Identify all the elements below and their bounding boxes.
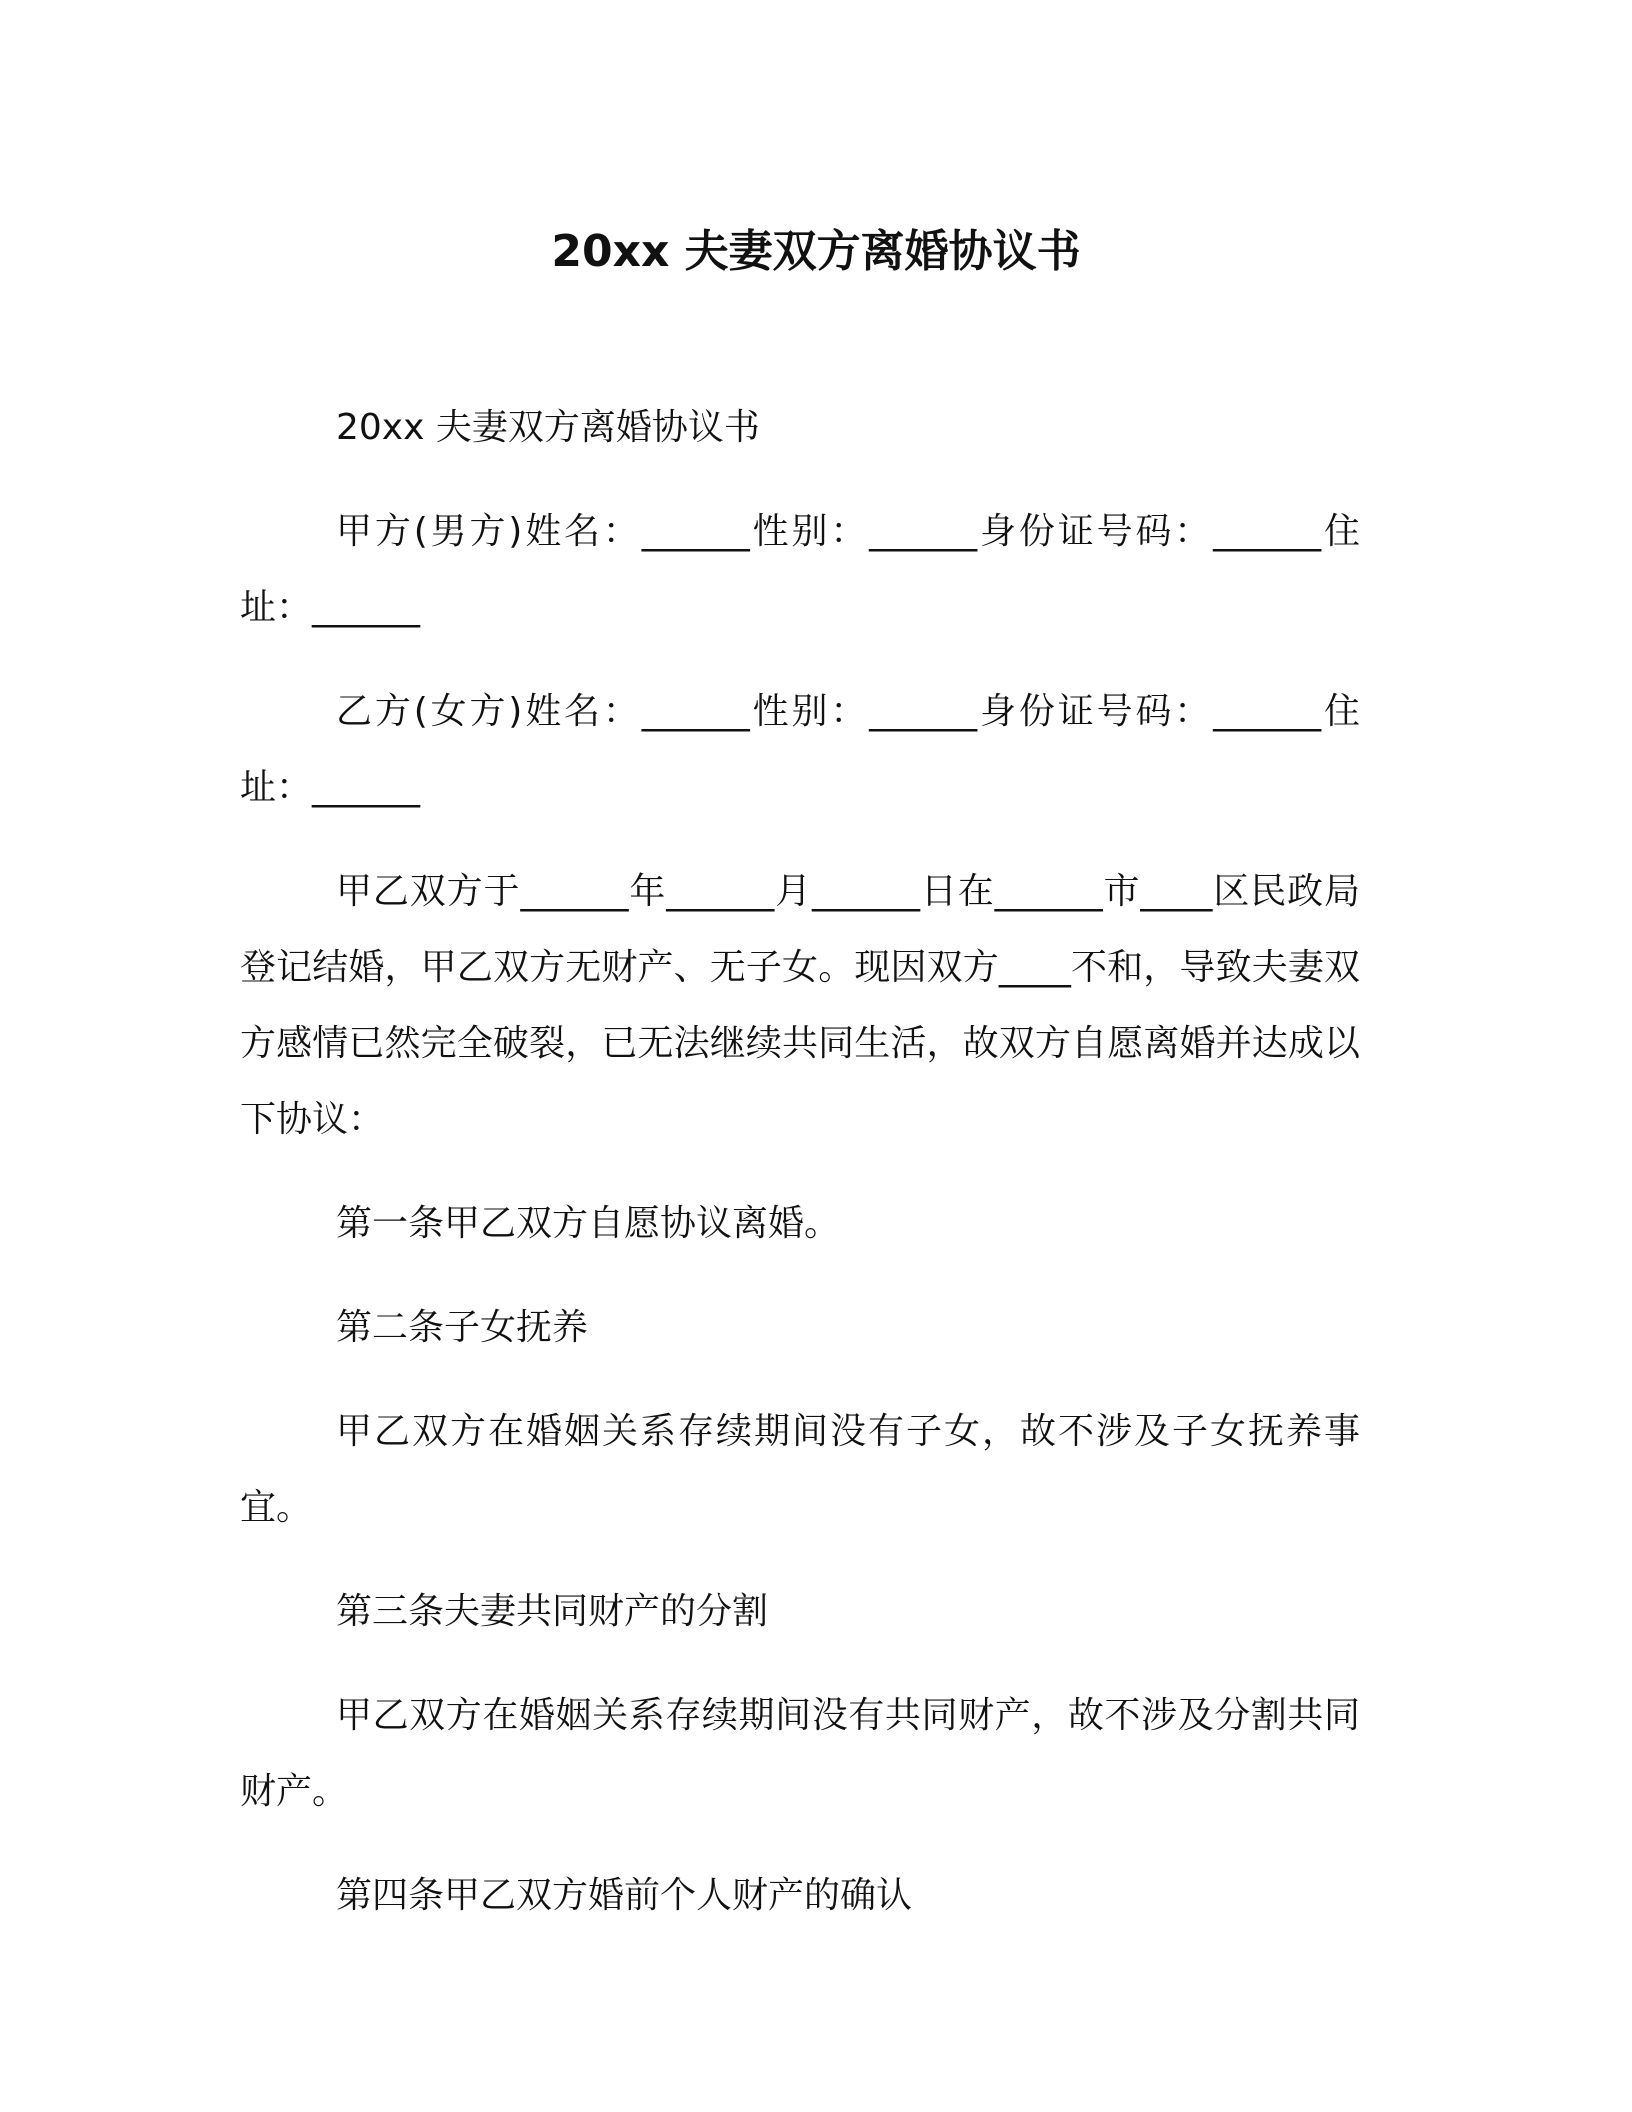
party-b-info-paragraph: 乙方(女方)姓名：______性别：______身份证号码：______住址：______ <box>240 691 1360 808</box>
marriage-background-paragraph: 甲乙双方于______年______月______日在______市____区民政局登记结婚，甲乙双方无财产、无子女。现因双方____不和，导致夫妻双方感情已然完全破裂，已无法继续共同生活，故双方自愿离婚并达成以下协议： <box>240 871 1360 1140</box>
article-2-body: 甲乙双方在婚姻关系存续期间没有子女，故不涉及子女抚养事宜。 <box>240 1411 1360 1528</box>
party-a-info-paragraph: 甲方(男方)姓名：______性别：______身份证号码：______住址：______ <box>240 511 1360 628</box>
document-title: 20xx 夫妻双方离婚协议书 <box>551 226 1081 277</box>
article-4-heading: 第四条甲乙双方婚前个人财产的确认 <box>336 1875 913 1916</box>
article-2-heading: 第二条子女抚养 <box>336 1307 589 1348</box>
subtitle-paragraph: 20xx 夫妻双方离婚协议书 <box>336 407 760 448</box>
article-3-heading: 第三条夫妻共同财产的分割 <box>336 1591 769 1632</box>
document-body <box>240 390 1360 1962</box>
article-3-body: 甲乙双方在婚姻关系存续期间没有共同财产，故不涉及分割共同财产。 <box>240 1695 1360 1812</box>
article-1-paragraph: 第一条甲乙双方自愿协议离婚。 <box>336 1203 841 1244</box>
